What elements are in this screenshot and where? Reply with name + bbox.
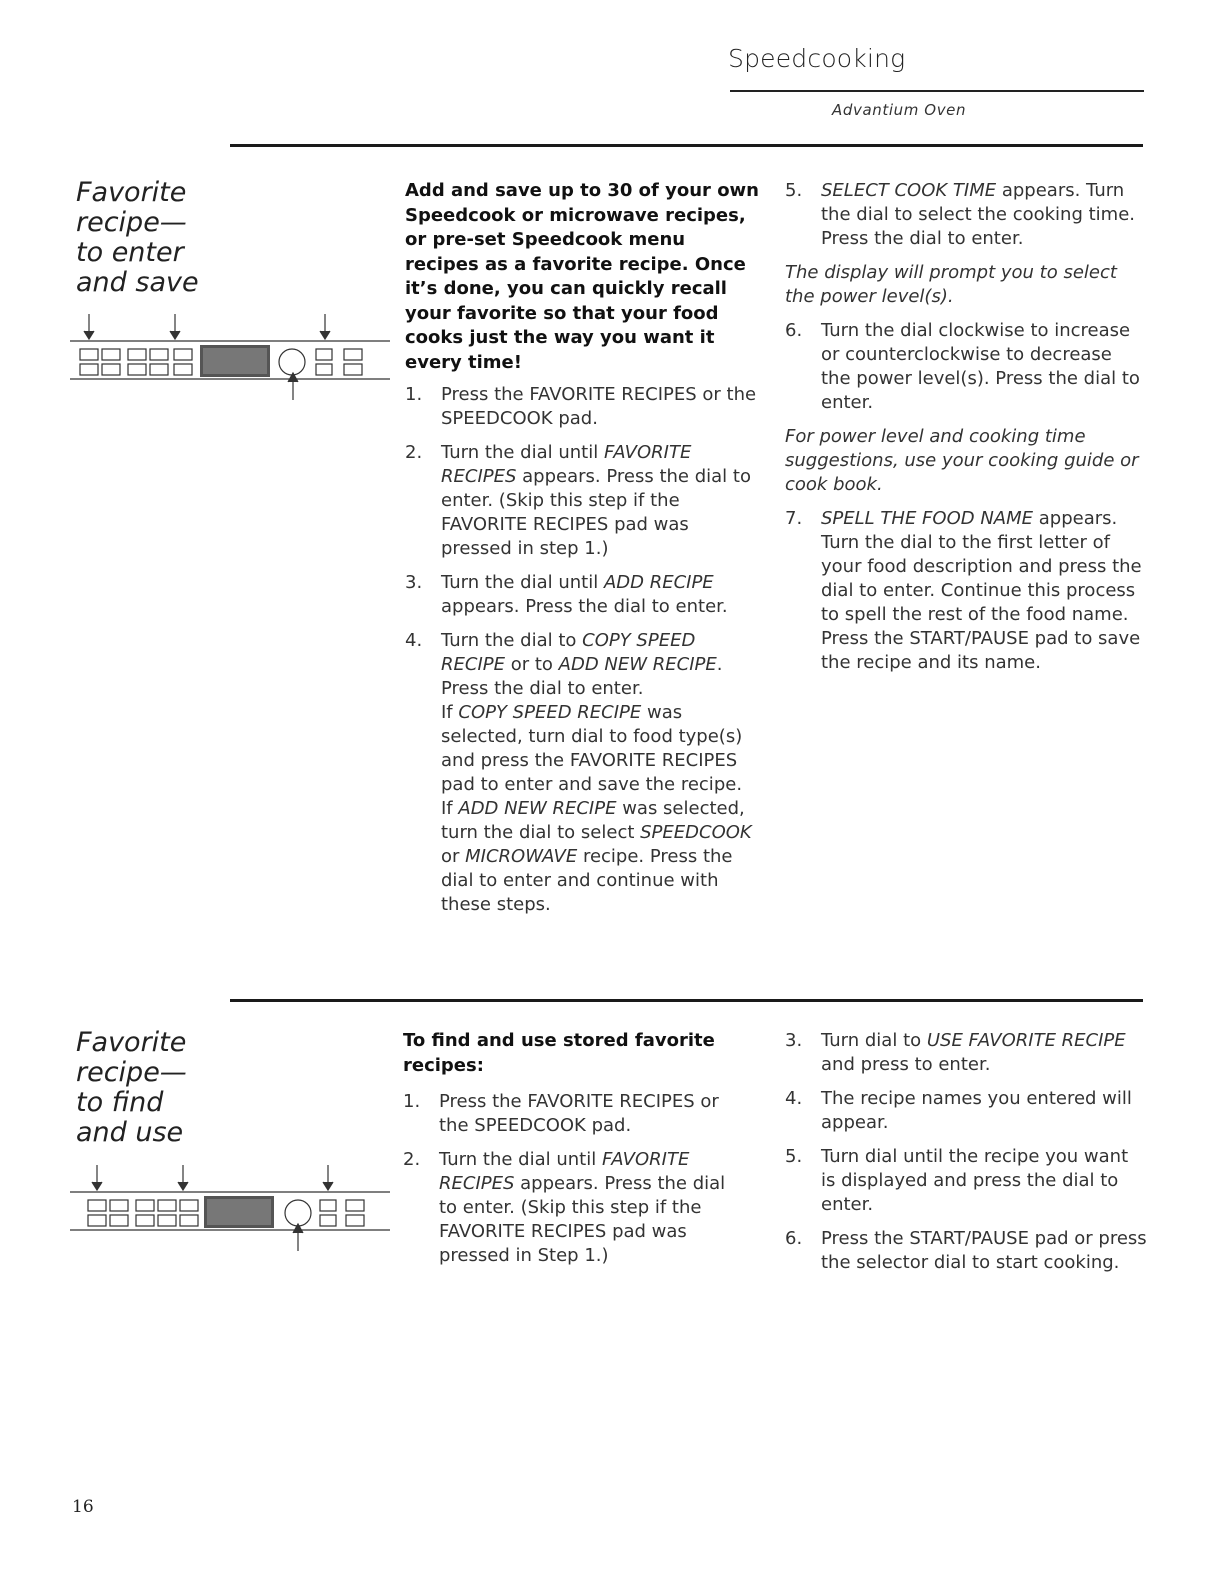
page-header-title: Speedcooking xyxy=(728,44,906,73)
step-item xyxy=(403,1090,748,1138)
step-item xyxy=(405,383,763,431)
step-number: 2. xyxy=(405,442,423,463)
step-item xyxy=(403,1148,748,1268)
side-title-line: recipe— xyxy=(76,1057,187,1088)
step-number: 5. xyxy=(785,180,803,201)
step-number: 2. xyxy=(403,1149,421,1170)
step-item xyxy=(405,629,763,917)
step-item xyxy=(785,1145,1147,1217)
step-number: 5. xyxy=(785,1146,803,1167)
side-title-line: to find xyxy=(76,1087,164,1118)
step-text: SELECT COOK TIME appears. Turn the dial to select the cooking time. Press the dial to enter. xyxy=(821,180,1135,249)
step-item xyxy=(785,1029,1147,1077)
note-text: For power level and cooking time suggestions, use your cooking guide or cook book. xyxy=(785,426,1139,495)
step-text: Turn dial to USE FAVORITE RECIPE and press to enter. xyxy=(821,1030,1126,1075)
step-text: Turn the dial until ADD RECIPE appears. Press the dial to enter. xyxy=(441,572,728,617)
step-item xyxy=(785,1227,1147,1275)
step-number: 1. xyxy=(403,1091,421,1112)
step-number: 6. xyxy=(785,1228,803,1249)
step-item xyxy=(405,441,763,561)
side-title-line: recipe— xyxy=(76,207,187,238)
step-text: SPELL THE FOOD NAME appears. Turn the dial to the first letter of your food description and press the dial to enter. Continue this process to spell the rest of the food name. Press the START/PAUSE pad to save the recipe and its name. xyxy=(821,508,1142,673)
step-text: Press the START/PAUSE pad or press the selector dial to start cooking. xyxy=(821,1228,1147,1273)
control-panel-illustration xyxy=(70,1163,390,1253)
section-divider xyxy=(230,999,1143,1002)
step-subparagraph: If COPY SPEED RECIPE was selected, turn dial to food type(s) and press the FAVORITE RECIPES pad to enter and save the recipe. xyxy=(441,702,743,795)
side-title-line: Favorite xyxy=(76,177,187,208)
step-number: 7. xyxy=(785,508,803,529)
step-text: Turn the dial until FAVORITE RECIPES appears. Press the dial to enter. (Skip this step if the FAVORITE RECIPES pad was pressed in step 1.) xyxy=(441,442,751,559)
side-title-line: and save xyxy=(76,267,199,298)
step-number: 1. xyxy=(405,384,423,405)
note-text: The display will prompt you to select the power level(s). xyxy=(785,262,1117,307)
step-item xyxy=(405,571,763,619)
control-panel-diagram xyxy=(70,1163,390,1257)
section-side-title xyxy=(76,1028,187,1148)
section-side-title xyxy=(76,178,199,298)
page-number: 16 xyxy=(72,1497,94,1517)
step-item xyxy=(785,1087,1147,1135)
step-item xyxy=(785,179,1147,251)
side-title-line: and use xyxy=(76,1117,184,1148)
section2-steps-column-right xyxy=(785,1029,1147,1285)
step-text: The recipe names you entered will appear. xyxy=(821,1088,1132,1133)
control-panel-illustration xyxy=(70,312,390,402)
section2-steps-column xyxy=(403,1029,748,1278)
step-text: Turn dial until the recipe you want is displayed and press the dial to enter. xyxy=(821,1146,1129,1215)
section1-intro: Add and save up to 30 of your own Speedcook or microwave recipes, or pre-set Speedcook menu recipes as a favorite recipe. Once it’s done, you can quickly recall your favorite so that your food cooks just the way you want it every time! xyxy=(405,180,759,373)
step-text: Turn the dial until FAVORITE RECIPES appears. Press the dial to enter. (Skip this step if the FAVORITE RECIPES pad was pressed in Step 1.) xyxy=(439,1149,726,1266)
control-panel-diagram xyxy=(70,312,390,406)
page-header-subtitle: Advantium Oven xyxy=(832,101,967,119)
side-title-line: to enter xyxy=(76,237,184,268)
step-text: Press the FAVORITE RECIPES or the SPEEDCOOK pad. xyxy=(439,1091,719,1136)
section1-steps-column xyxy=(405,179,763,927)
section1-steps-column-right xyxy=(785,179,1147,685)
step-number: 6. xyxy=(785,320,803,341)
section-divider xyxy=(230,144,1143,147)
step-item xyxy=(785,507,1147,675)
side-title-line: Favorite xyxy=(76,1027,187,1058)
step-number: 4. xyxy=(405,630,423,651)
step-number: 4. xyxy=(785,1088,803,1109)
step-text: Turn the dial clockwise to increase or counterclockwise to decrease the power level(s). Press the dial to enter. xyxy=(821,320,1140,413)
step-number: 3. xyxy=(785,1030,803,1051)
step-text: Turn the dial to COPY SPEED RECIPE or to ADD NEW RECIPE. Press the dial to enter. If COPY SPEED RECIPE was selected, turn dial to food type(s) and press the FAVORITE RECIPES pad to enter and save the recipe. If ADD NEW RECIPE was selected, turn the dial to select SPEEDCOOK or MICROWAVE recipe. Press the dial to enter and continue with these steps. xyxy=(441,629,763,917)
step-item xyxy=(785,319,1147,415)
step-number: 3. xyxy=(405,572,423,593)
section2-intro: To find and use stored favorite recipes: xyxy=(403,1030,715,1076)
header-rule xyxy=(730,90,1144,92)
step-subparagraph: If ADD NEW RECIPE was selected, turn the dial to select SPEEDCOOK or MICROWAVE recipe. Press the dial to enter and continue with these steps. xyxy=(441,798,752,915)
step-text: Press the FAVORITE RECIPES or the SPEEDCOOK pad. xyxy=(441,384,757,429)
